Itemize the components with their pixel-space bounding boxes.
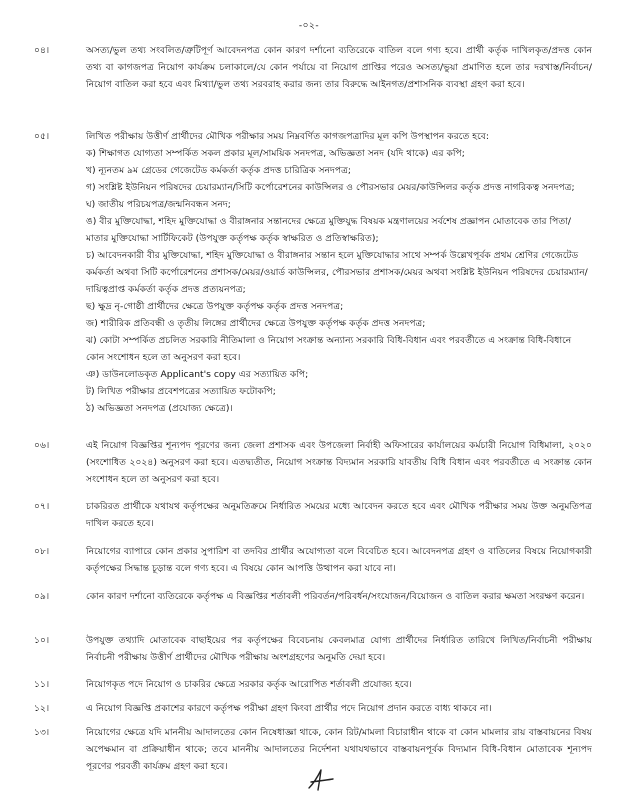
clause-04 (34, 42, 592, 93)
clause-text: নিয়োগের ক্ষেত্রে যদি মাননীয় আদালতের কোন নিষেধাজ্ঞা থাকে, কোন রিট/মামলা বিচারাধীন থাকে বা কোন মামলার রায় বাস্তবায়নের বিষয় অপেক্ষমান বা প্রক্রিয়াধীন থাকে; তবে মাননীয় আদালতের নির্দেশনা যথাযথভাবে বাস্তবায়নপূর্বক বিদ্যমান বিধি-বিধান মোতাবেক শূন্যপদ পূরণের পরবর্তী কার্যক্রম গ্রহণ করা হবে। (86, 727, 592, 772)
clause-intro: লিখিত পরীক্ষায় উত্তীর্ণ প্রার্থীদের মৌখিক পরীক্ষার সময় নিম্নবর্ণিত কাগজপত্রাদির মূল কপি উপস্থাপন করতে হবে: (86, 131, 489, 142)
clause-number: ১৩। (34, 727, 50, 738)
list-item: ঠ) অভিজ্ঞতা সনদপত্র (প্রযোজ্য ক্ষেত্রে)। (86, 403, 233, 414)
clause-number: ০৯। (34, 591, 50, 602)
clause-13 (34, 724, 592, 775)
list-item: ছ) ক্ষুদ্র নৃ-গোষ্ঠী প্রার্থীদের ক্ষেত্রে উপযুক্ত কর্তৃপক্ষ কর্তৃক প্রদত্ত সনদপত্র; (86, 301, 344, 312)
list-item: চ) আবেদনকারী বীর মুক্তিযোদ্ধা, শহিদ মুক্তিযোদ্ধা ও বীরাঙ্গনার সন্তান হলে মুক্তিযোদ্ধার সাথে সম্পর্ক উল্লেখপূর্বক প্রথম শ্রেণির গেজেটেড কর্মকর্তা অথবা সিটি কর্পোরেশনের প্রশাসক/মেয়র/ওয়ার্ড কাউন্সিলর, পৌরসভার প্রশাসক/মেয়র অথবা সংশ্লিষ্ট ইউনিয়ন পরিষদের চেয়ারম্যান/দায়িত্বপ্রাপ্ত কর্মকর্তা কর্তৃক প্রদত্ত প্রত্যয়নপত্র; (86, 250, 588, 295)
list-item: ঙ) বীর মুক্তিযোদ্ধা, শহিদ মুক্তিযোদ্ধা ও বীরাঙ্গনার সন্তানদের ক্ষেত্রে মুক্তিযুদ্ধ বিষয়ক মন্ত্রণালয়ের সর্বশেষ প্রজ্ঞাপন মোতাবেক তার পিতা/মাতার মুক্তিযোদ্ধা সার্টিফিকেট (উপযুক্ত কর্তৃপক্ষ কর্তৃক স্বাক্ষরিত ও প্রতিস্বাক্ষরিত); (86, 216, 572, 244)
list-item: ট) লিখিত পরীক্ষার প্রবেশপত্রের সত্যায়িত ফটোকপি; (86, 386, 276, 397)
clause-number: ০৪। (34, 45, 50, 56)
clause-number: ১২। (34, 703, 50, 714)
clause-10 (34, 632, 592, 666)
clause-06 (34, 437, 592, 488)
clause-number: ০৮। (34, 546, 50, 557)
list-item: খ) ন্যূনতম ৯ম গ্রেডের গেজেটেড কর্মকর্তা কর্তৃক প্রদত্ত চারিত্রিক সনদপত্র; (86, 165, 351, 176)
clause-text: অসত্য/ভুল তথ্য সংবলিত/ত্রুটিপূর্ণ আবেদনপত্র কোন কারণ দর্শানো ব্যতিরেকে বাতিল বলে গণ্য হবে। প্রার্থী কর্তৃক দাখিলকৃত/প্রদত্ত কোন তথ্য বা কাগজপত্র নিয়োগ কার্যক্রম চলাকালে/যে কোন পর্যায়ে বা নিয়োগ প্রাপ্তির পরেও অসত্য/ভুয়া প্রমাণিত হলে তার দরখাস্ত/নির্বাচন/নিয়োগ বাতিল করা হবে এবং মিথ্যা/ভুল তথ্য সরবরাহ করার জন্য তার বিরুদ্ধে আইনগত/প্রশাসনিক ব্যবস্থা গ্রহণ করা হবে। (86, 45, 592, 90)
clause-text: উপযুক্ত তথ্যাদি মোতাবেক বাছাইয়ের পর কর্তৃপক্ষের বিবেচনায় কেবলমাত্র যোগ্য প্রার্থীদের নির্ধারিত তারিখে লিখিত/নির্বাচনী পরীক্ষায় নির্বাচনী পরীক্ষায় উত্তীর্ণ প্রার্থীদের মৌখিক পরীক্ষায় অংশগ্রহণের অনুমতি দেয়া হবে। (86, 635, 592, 663)
clause-08 (34, 543, 592, 577)
clause-text: কোন কারণ দর্শানো ব্যতিরেকে কর্তৃপক্ষ এ বিজ্ঞপ্তির শর্তাবলী পরিবর্তন/পরিবর্ধন/সংযোজন/বিয়োজন ও বাতিল করার ক্ষমতা সংরক্ষণ করেন। (86, 591, 585, 602)
clause-text: নিয়োগকৃত পদে নিয়োগ ও চাকরির ক্ষেত্রে সরকার কর্তৃক আরোপিত শর্তাবলী প্রযোজ্য হবে। (86, 679, 412, 690)
list-item: ঘ) জাতীয় পরিচয়পত্র/জন্মনিবন্ধন সনদ; (86, 199, 231, 210)
clause-12 (34, 700, 592, 717)
list-item: ঞ) ডাউনলোডকৃত Applicant's copy এর সত্যায়িত কপি; (86, 369, 309, 380)
page-number: -০২- (298, 21, 320, 31)
clause-number: ১১। (34, 679, 50, 690)
list-item: জ) শারীরিক প্রতিবন্ধী ও তৃতীয় লিঙ্গের প্রার্থীদের ক্ষেত্রে উপযুক্ত কর্তৃপক্ষ কর্তৃক প্রদত্ত সনদপত্র; (86, 318, 426, 329)
clause-number: ০৬। (34, 440, 50, 451)
clause-number: ০৫। (34, 131, 50, 142)
signature-mark (305, 768, 335, 794)
clause-11 (34, 676, 592, 693)
clause-text: নিয়োগের ব্যাপারে কোন প্রকার সুপারিশ বা তদবির প্রার্থীর অযোগ্যতা বলে বিবেচিত হবে। আবেদনপত্র গ্রহণ ও বাতিলের বিষয়ে নিয়োগকারী কর্তৃপক্ষের সিদ্ধান্ত চূড়ান্ত বলে গণ্য হবে। এ বিষয়ে কোন আপত্তি উত্থাপন করা যাবে না। (86, 546, 592, 574)
clause-number: ০৭। (34, 501, 50, 512)
clause-text: এই নিয়োগ বিজ্ঞপ্তির শূন্যপদ পূরণের জন্য জেলা প্রশাসক এবং উপজেলা নির্বাহী অফিসারের কার্যালয়ের কর্মচারী নিয়োগ বিধিমালা, ২০২০ (সংশোধিত ২০২৪) অনুসরণ করা হবে। এতদ্ব্যতীত, নিয়োগ সংক্রান্ত বিদ্যমান সরকারি যাবতীয় বিধি বিধান এবং পরবর্তীতে এ সংক্রান্ত কোন সংশোধন হলে তা অনুসরণ করা হবে। (86, 440, 592, 485)
clause-number: ১০। (34, 635, 50, 646)
clause-07 (34, 498, 592, 532)
clause-text: চাকরিরত প্রার্থীকে যথাযথ কর্তৃপক্ষের অনুমতিক্রমে নির্ধারিত সময়ের মধ্যে আবেদন করতে হবে এবং মৌখিক পরীক্ষার সময় উক্ত অনুমতিপত্র দাখিল করতে হবে। (86, 501, 592, 529)
list-item: গ) সংশ্লিষ্ট ইউনিয়ন পরিষদের চেয়ারম্যান/সিটি কর্পোরেশনের কাউন্সিলর ও পৌরসভার মেয়র/কাউন্সিলর কর্তৃক প্রদত্ত নাগরিকত্ব সনদপত্র; (86, 182, 575, 193)
clause-09 (34, 588, 592, 605)
clause-05 (34, 128, 592, 417)
clause-text: এ নিয়োগ বিজ্ঞপ্তি প্রকাশের কারণে কর্তৃপক্ষ পরীক্ষা গ্রহণ কিংবা প্রার্থীর পদে নিয়োগ প্রদান করতে বাধ্য থাকবে না। (86, 703, 492, 714)
list-item: ক) শিক্ষাগত যোগ্যতা সম্পর্কিত সকল প্রকার মূল/সাময়িক সনদপত্র, অভিজ্ঞতা সনদ (যদি থাকে) এর কপি; (86, 148, 465, 159)
list-item: ঝ) কোটা সম্পর্কিত প্রচলিত সরকারি নীতিমালা ও নিয়োগ সংক্রান্ত অন্যান্য সরকারি বিধি-বিধান এবং পরবর্তীতে এ সংক্রান্ত বিধি-বিধানে কোন সংশোধন হলে তা অনুসরণ করা হবে। (86, 335, 572, 363)
